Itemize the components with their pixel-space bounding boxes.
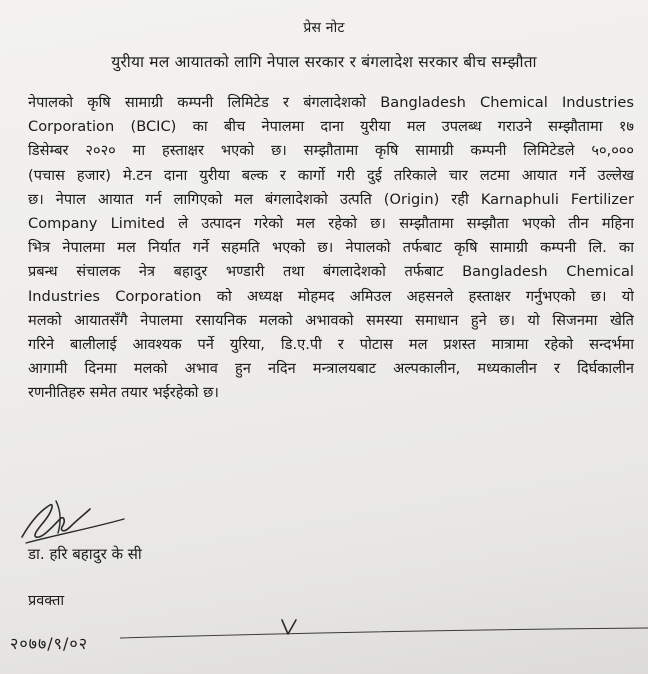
signatory-name: डा. हरि बहादुर के सी xyxy=(28,545,142,563)
footer-divider xyxy=(0,598,648,658)
body-line: भित्र नेपालमा मल निर्यात गर्ने सहमति भएको छ। नेपालको तर्फबाट कृषि सामाग्री कम्पनी लि. का xyxy=(28,239,634,257)
document-title: प्रेस नोट xyxy=(303,20,345,36)
body-line: Corporation (BCIC) का बीच नेपालमा दाना युरीया मल उपलब्ध गराउने सम्झौतामा १७ xyxy=(28,118,634,136)
signatory-designation: प्रवक्ता xyxy=(28,593,65,609)
body-line: डिसेम्बर २०२० मा हस्ताक्षर भएको छ। सम्झौतामा कृषि सामाग्री कम्पनी लिमिटेडले ५०,००० xyxy=(28,142,634,160)
document-date: २०७७/९/०२ xyxy=(10,634,89,653)
body-line: छ। नेपाल आयात गर्न लागिएको मल बंगलादेशको उत्पति (Origin) रही Karnaphuli Fertilizer xyxy=(28,190,634,208)
document-body xyxy=(28,91,634,405)
document-subtitle: युरीया मल आयातको लागि नेपाल सरकार र बंगलादेश सरकार बीच सम्झौता xyxy=(111,53,537,71)
body-line: नेपालको कृषि सामाग्री कम्पनी लिमिटेड र बंगलादेशको Bangladesh Chemical Industries xyxy=(28,94,634,111)
body-line: आगामी दिनमा मलको अभाव हुन नदिन मन्त्रालयबाट अल्पकालीन, मध्यकालीन र दिर्घकालीन xyxy=(28,360,634,378)
handwritten-signature xyxy=(16,493,126,548)
body-line: Industries Corporation को अध्यक्ष मोहमद अमिउल अहसनले हस्ताक्षर गर्नुभएको छ। यो xyxy=(28,287,634,305)
body-line: रणनीतिहरु समेत तयार भईरहेको छ। xyxy=(28,384,219,402)
body-line: Company Limited ले उत्पादन गरेको मल रहेको छ। सम्झौतामा सम्झौता भएको तीन महिना xyxy=(28,214,634,232)
body-line: गरिने बालीलाई आवश्यक पर्ने युरिया, डि.ए.पी र पोटास मल प्रशस्त मात्रामा रहेको सन्दर्भमा xyxy=(28,335,634,353)
body-line: प्रबन्ध संचालक नेत्र बहादुर भण्डारी तथा बंगलादेशको तर्फबाट Bangladesh Chemical xyxy=(28,263,634,281)
body-line: (पचास हजार) मे.टन दाना युरीया बल्क र कार्गो गरी दुई तरिकाले चार लटमा आयात गर्ने उल्लेख xyxy=(28,166,634,184)
body-line: मलको आयातसँगै नेपालमा रसायनिक मलको अभावको समस्या समाधान हुने छ। यो सिजनमा खेति xyxy=(28,311,634,329)
